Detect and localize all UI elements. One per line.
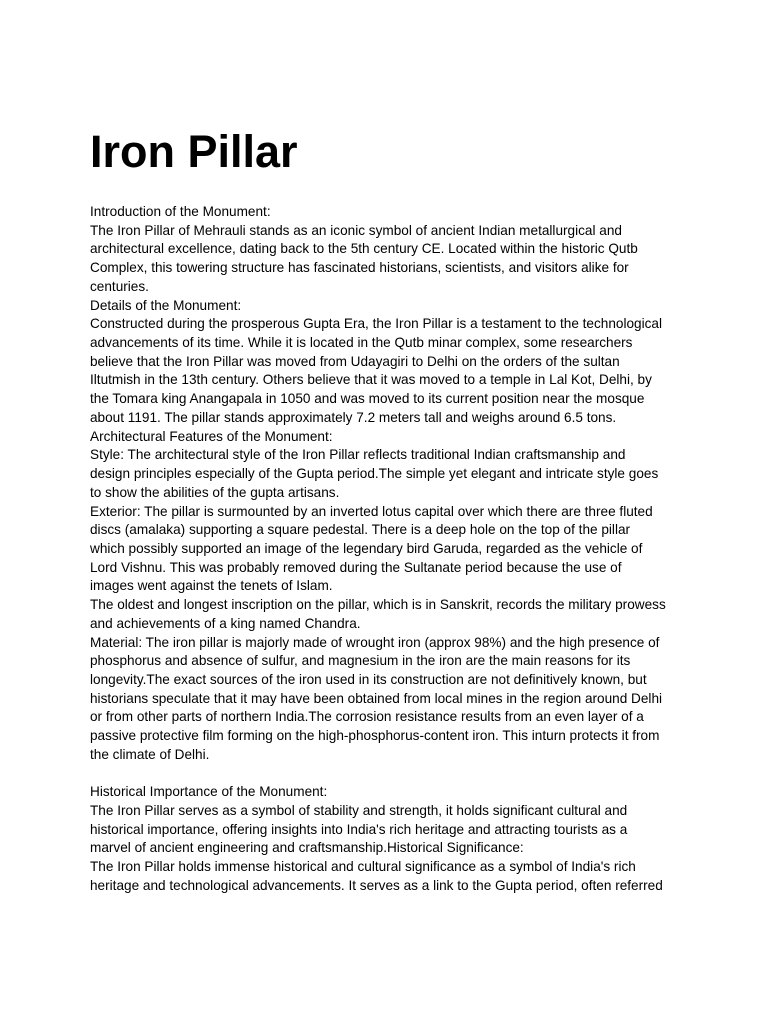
text-line: marvel of ancient engineering and craftsmanship.Historical Significance: bbox=[90, 840, 524, 856]
text-line: passive protective film forming on the high-phosphorus-content iron. This inturn protects it from bbox=[90, 728, 660, 744]
text-line: centuries. bbox=[90, 278, 149, 294]
text-line: heritage and technological advancements. It serves as a link to the Gupta period, often referred bbox=[90, 877, 663, 893]
text-line: believe that the Iron Pillar was moved from Udayagiri to Delhi on the orders of the sultan bbox=[90, 353, 620, 369]
text-line: Historical Importance of the Monument: bbox=[90, 784, 328, 800]
text-line: Iltutmish in the 13th century. Others believe that it was moved to a temple in Lal Kot, Delhi, by bbox=[90, 372, 652, 388]
text-line: discs (amalaka) supporting a square pedestal. There is a deep hole on the top of the pillar bbox=[90, 522, 631, 538]
text-line: the Tomara king Anangapala in 1050 and was moved to its current position near the mosque bbox=[90, 391, 645, 407]
text-line: Architectural Features of the Monument: bbox=[90, 428, 333, 444]
text-line: Style: The architectural style of the Iron Pillar reflects traditional Indian craftsmanship and bbox=[90, 447, 626, 463]
text-line: to show the abilities of the gupta artisans. bbox=[90, 484, 340, 500]
text-line: or from other parts of northern India.The corrosion resistance results from an even layer of a bbox=[90, 709, 644, 725]
text-line: Exterior: The pillar is surmounted by an inverted lotus capital over which there are three fluted bbox=[90, 503, 653, 519]
text-line: design principles especially of the Gupta period.The simple yet elegant and intricate style goes bbox=[90, 466, 659, 482]
text-line: The Iron Pillar of Mehrauli stands as an iconic symbol of ancient Indian metallurgical and bbox=[90, 222, 622, 238]
text-line: longevity.The exact sources of the iron used in its construction are not definitively known, but bbox=[90, 671, 647, 687]
text-line: Material: The iron pillar is majorly made of wrought iron (approx 98%) and the high presence of bbox=[90, 634, 660, 650]
text-line: Complex, this towering structure has fascinated historians, scientists, and visitors alike for bbox=[90, 260, 629, 276]
text-line: images went against the tenets of Islam. bbox=[90, 578, 333, 594]
document-body bbox=[90, 203, 690, 896]
text-line: Details of the Monument: bbox=[90, 297, 242, 313]
text-line: The oldest and longest inscription on the pillar, which is in Sanskrit, records the military prowess bbox=[90, 597, 666, 613]
text-line: the climate of Delhi. bbox=[90, 746, 210, 762]
blank-line bbox=[90, 765, 690, 784]
text-line: Introduction of the Monument: bbox=[90, 204, 271, 219]
text-line: which possibly supported an image of the legendary bird Garuda, regarded as the vehicle of bbox=[90, 540, 643, 556]
text-line: The Iron Pillar serves as a symbol of stability and strength, it holds significant cultural and bbox=[90, 803, 628, 818]
document-title: Iron Pillar bbox=[90, 126, 298, 177]
text-line: and achievements of a king named Chandra. bbox=[90, 615, 361, 631]
text-line: phosphorus and absence of sulfur, and magnesium in the iron are the main reasons for its bbox=[90, 653, 631, 669]
text-line: architectural excellence, dating back to the 5th century CE. Located within the historic Qutb bbox=[90, 241, 638, 257]
text-line: advancements of its time. While it is located in the Qutb minar complex, some researchers bbox=[90, 335, 633, 351]
text-line: historians speculate that it may have been obtained from local mines in the region around Delhi bbox=[90, 690, 663, 706]
text-line: Constructed during the prosperous Gupta Era, the Iron Pillar is a testament to the technological bbox=[90, 316, 663, 332]
text-line: historical importance, offering insights into India's rich heritage and attracting tourists as a bbox=[90, 821, 628, 837]
text-line: about 1191. The pillar stands approximately 7.2 meters tall and weighs around 6.5 tons. bbox=[90, 409, 617, 425]
text-line: The Iron Pillar holds immense historical and cultural significance as a symbol of India's rich bbox=[90, 859, 636, 875]
text-line: Lord Vishnu. This was probably removed during the Sultanate period because the use of bbox=[90, 559, 622, 575]
